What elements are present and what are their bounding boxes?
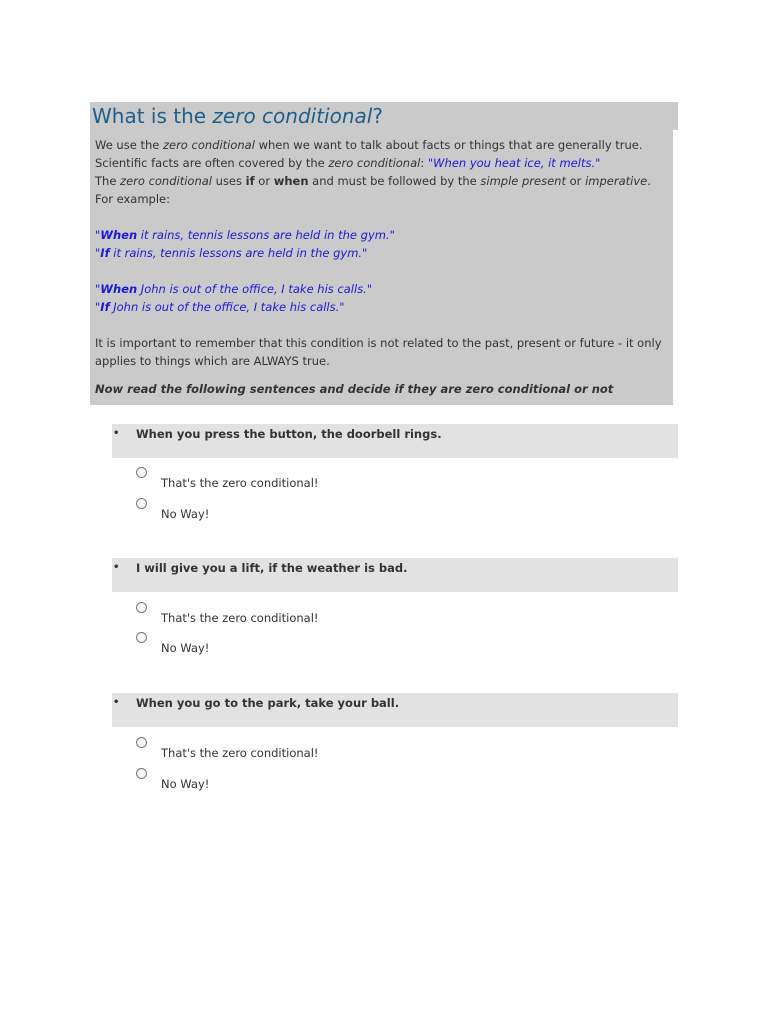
intro-emphasis: zero conditional xyxy=(162,138,255,152)
radio-button[interactable] xyxy=(136,737,147,748)
intro-keyword: if xyxy=(245,174,255,188)
intro-text: uses xyxy=(212,174,246,188)
example-keyword: When xyxy=(100,282,138,296)
option-label[interactable]: No Way! xyxy=(161,641,210,655)
example-keyword: If xyxy=(100,300,110,314)
bullet-icon: • xyxy=(113,562,120,573)
example-keyword: If xyxy=(100,246,110,260)
intro-text: when we want to talk about facts or things that are generally true. xyxy=(254,138,643,152)
example-quote-mark: " xyxy=(95,246,101,260)
title-prefix: What is the xyxy=(92,104,213,128)
option-label[interactable]: That's the zero conditional! xyxy=(161,476,319,490)
quiz-question xyxy=(112,693,678,727)
option-label[interactable]: That's the zero conditional! xyxy=(161,611,319,625)
example-sentence xyxy=(95,226,667,244)
option-label[interactable]: No Way! xyxy=(161,777,210,791)
intro-text: : xyxy=(420,156,428,170)
radio-button[interactable] xyxy=(136,768,147,779)
example-sentence xyxy=(95,244,667,262)
intro-note: It is important to remember that this condition is not related to the past, present or future - it only applies to things which are ALWAYS true. xyxy=(95,336,662,368)
bullet-icon: • xyxy=(113,428,120,439)
example-quote-mark: " xyxy=(95,228,101,242)
question-text: When you press the button, the doorbell rings. xyxy=(136,427,442,441)
option-label[interactable]: No Way! xyxy=(161,507,210,521)
option-label[interactable]: That's the zero conditional! xyxy=(161,746,319,760)
quiz-question xyxy=(112,424,678,458)
intro-text: and must be followed by the xyxy=(308,174,481,188)
quiz-question xyxy=(112,558,678,592)
intro-text: The xyxy=(95,174,121,188)
intro-emphasis: zero conditional xyxy=(328,156,421,170)
intro-emphasis: imperative xyxy=(585,174,648,188)
intro-paragraph xyxy=(95,136,667,208)
page-title xyxy=(92,102,678,130)
quiz-instruction: Now read the following sentences and decide if they are zero conditional or not xyxy=(95,382,614,396)
bullet-icon: • xyxy=(113,697,120,708)
intro-keyword: when xyxy=(273,174,309,188)
radio-button[interactable] xyxy=(136,467,147,478)
example-keyword: When xyxy=(100,228,138,242)
example-text: it rains, tennis lessons are held in the gym." xyxy=(109,246,368,260)
title-emphasis: zero conditional xyxy=(212,104,373,128)
intro-emphasis: simple present xyxy=(480,174,566,188)
example-quote-mark: " xyxy=(95,282,101,296)
intro-text: or xyxy=(254,174,274,188)
intro-text: or xyxy=(565,174,586,188)
radio-button[interactable] xyxy=(136,498,147,509)
example-text: it rains, tennis lessons are held in the gym." xyxy=(137,228,395,242)
question-text: When you go to the park, take your ball. xyxy=(136,696,400,710)
intro-panel xyxy=(90,130,673,405)
intro-emphasis: zero conditional xyxy=(120,174,212,188)
example-text: John is out of the office, I take his calls." xyxy=(109,300,345,314)
radio-button[interactable] xyxy=(136,602,147,613)
example-sentence xyxy=(95,298,667,316)
title-bar xyxy=(90,102,678,130)
example-quote-mark: " xyxy=(95,300,101,314)
radio-button[interactable] xyxy=(136,632,147,643)
intro-text: . For example: xyxy=(95,174,651,206)
example-sentence xyxy=(95,280,667,298)
intro-text: Scientific facts are often covered by the xyxy=(95,156,329,170)
intro-quote: "When you heat ice, it melts." xyxy=(427,156,601,170)
example-text: John is out of the office, I take his calls." xyxy=(137,282,373,296)
question-text: I will give you a lift, if the weather is bad. xyxy=(136,561,408,575)
intro-text: We use the xyxy=(95,138,163,152)
title-suffix: ? xyxy=(372,104,383,128)
